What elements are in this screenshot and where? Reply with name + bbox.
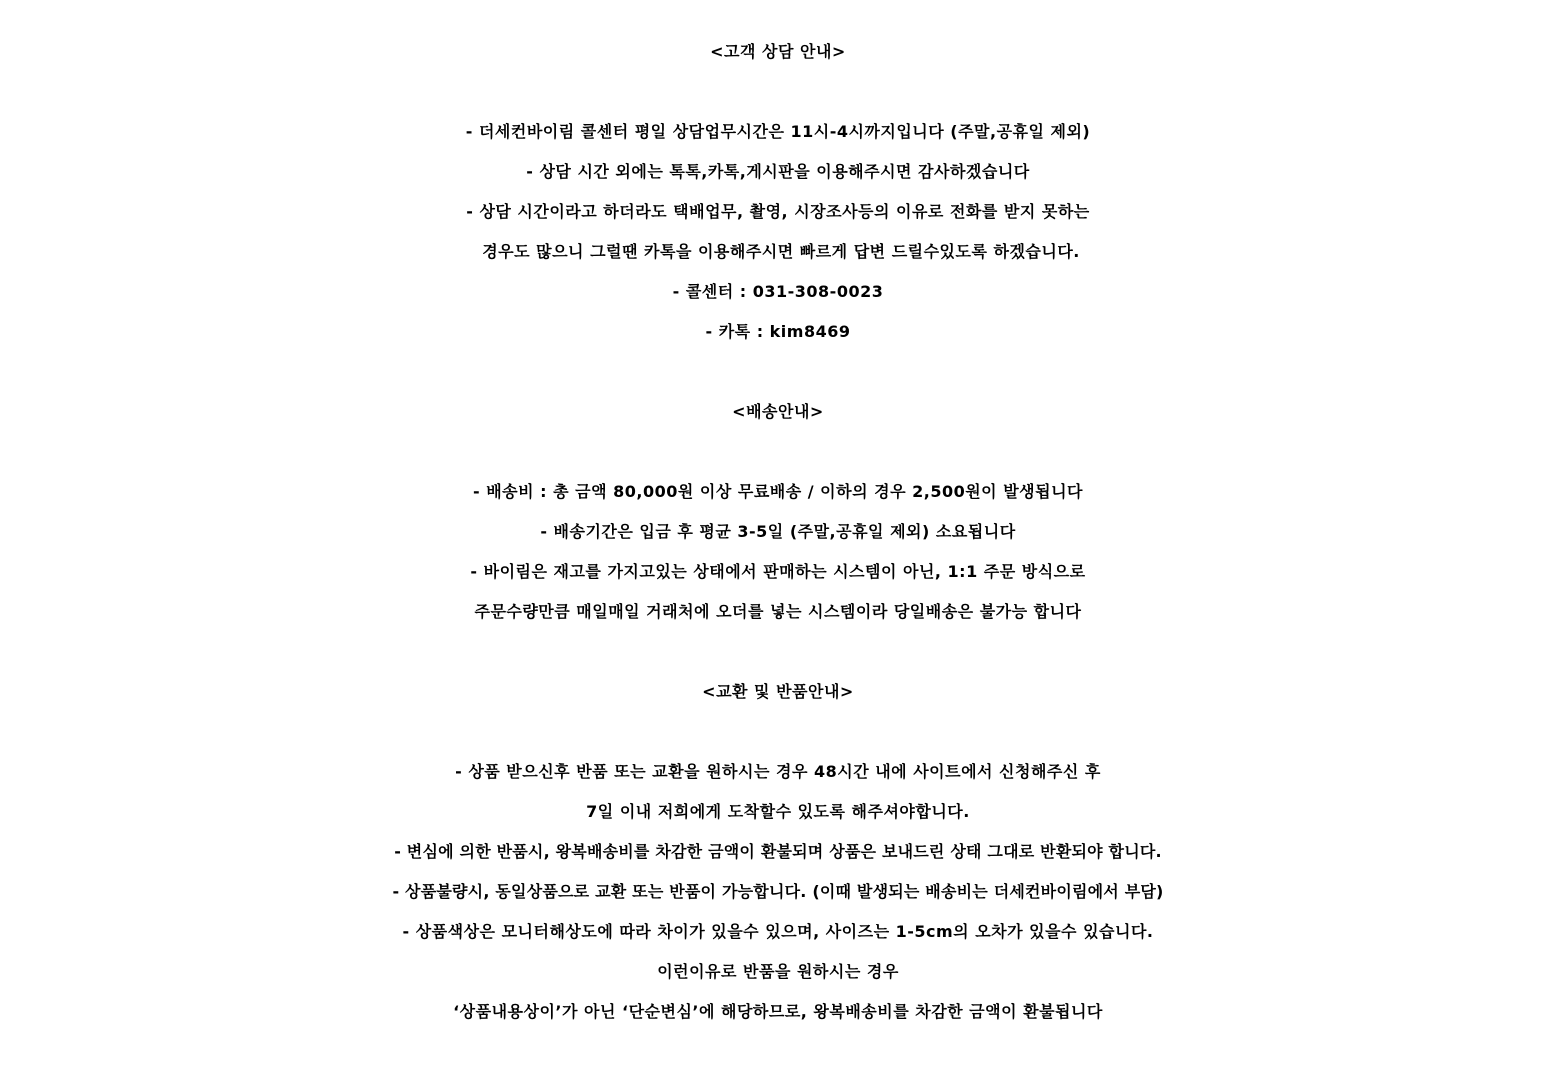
- consult-heading: <고객 상담 안내>: [710, 42, 846, 61]
- returns-line-request-cont: 7일 이내 저희에게 도착할수 있도록 해주셔야합니다.: [586, 802, 970, 821]
- shipping-line-period: - 배송기간은 입금 후 평균 3-5일 (주말,공휴일 제외) 소요됩니다: [540, 522, 1016, 541]
- shipping-line-fee: - 배송비 : 총 금액 80,000원 이상 무료배송 / 이하의 경우 2,500원이 발생됩니다: [473, 482, 1083, 501]
- returns-heading: <교환 및 반품안내>: [702, 682, 854, 701]
- consult-line-busy: - 상담 시간이라고 하더라도 택배업무, 촬영, 시장조사등의 이유로 전화를 받지 못하는: [466, 202, 1090, 221]
- returns-line-request: - 상품 받으신후 반품 또는 교환을 원하시는 경우 48시간 내에 사이트에서 신청해주신 후: [455, 762, 1101, 781]
- shipping-line-system-cont: 주문수량만큼 매일매일 거래처에 오더를 넣는 시스템이라 당일배송은 불가능 합니다: [474, 602, 1082, 621]
- consult-line-after-hours: - 상담 시간 외에는 톡톡,카톡,게시판을 이용해주시면 감사하겠습니다: [526, 162, 1030, 181]
- returns-line-change-of-mind: - 변심에 의한 반품시, 왕복배송비를 차감한 금액이 환불되며 상품은 보내드린 상태 그대로 반환되야 합니다.: [394, 842, 1162, 861]
- returns-line-reason: 이런이유로 반품을 원하시는 경우: [657, 962, 899, 981]
- returns-line-color-size: - 상품색상은 모니터해상도에 따라 차이가 있을수 있으며, 사이즈는 1-5cm의 오차가 있을수 있습니다.: [402, 922, 1154, 941]
- shipping-line-system: - 바이림은 재고를 가지고있는 상태에서 판매하는 시스템이 아닌, 1:1 주문 방식으로: [470, 562, 1086, 581]
- consult-line-kakao: - 카톡 : kim8469: [705, 322, 851, 341]
- returns-line-defect: - 상품불량시, 동일상품으로 교환 또는 반품이 가능합니다. (이때 발생되는 배송비는 더세컨바이림에서 부담): [392, 882, 1164, 901]
- consult-line-hours: - 더세컨바이림 콜센터 평일 상담업무시간은 11시-4시까지입니다 (주말,공휴일 제외): [465, 122, 1091, 141]
- returns-line-refund: ‘상품내용상이’가 아닌 ‘단순변심’에 해당하므로, 왕복배송비를 차감한 금액이 환불됩니다: [453, 1002, 1103, 1021]
- shipping-heading: <배송안내>: [732, 402, 824, 421]
- consult-line-busy-cont: 경우도 많으니 그럴땐 카톡을 이용해주시면 빠르게 답변 드릴수있도록 하겠습니다.: [476, 242, 1080, 261]
- consult-line-callcenter: - 콜센터 : 031-308-0023: [672, 282, 884, 301]
